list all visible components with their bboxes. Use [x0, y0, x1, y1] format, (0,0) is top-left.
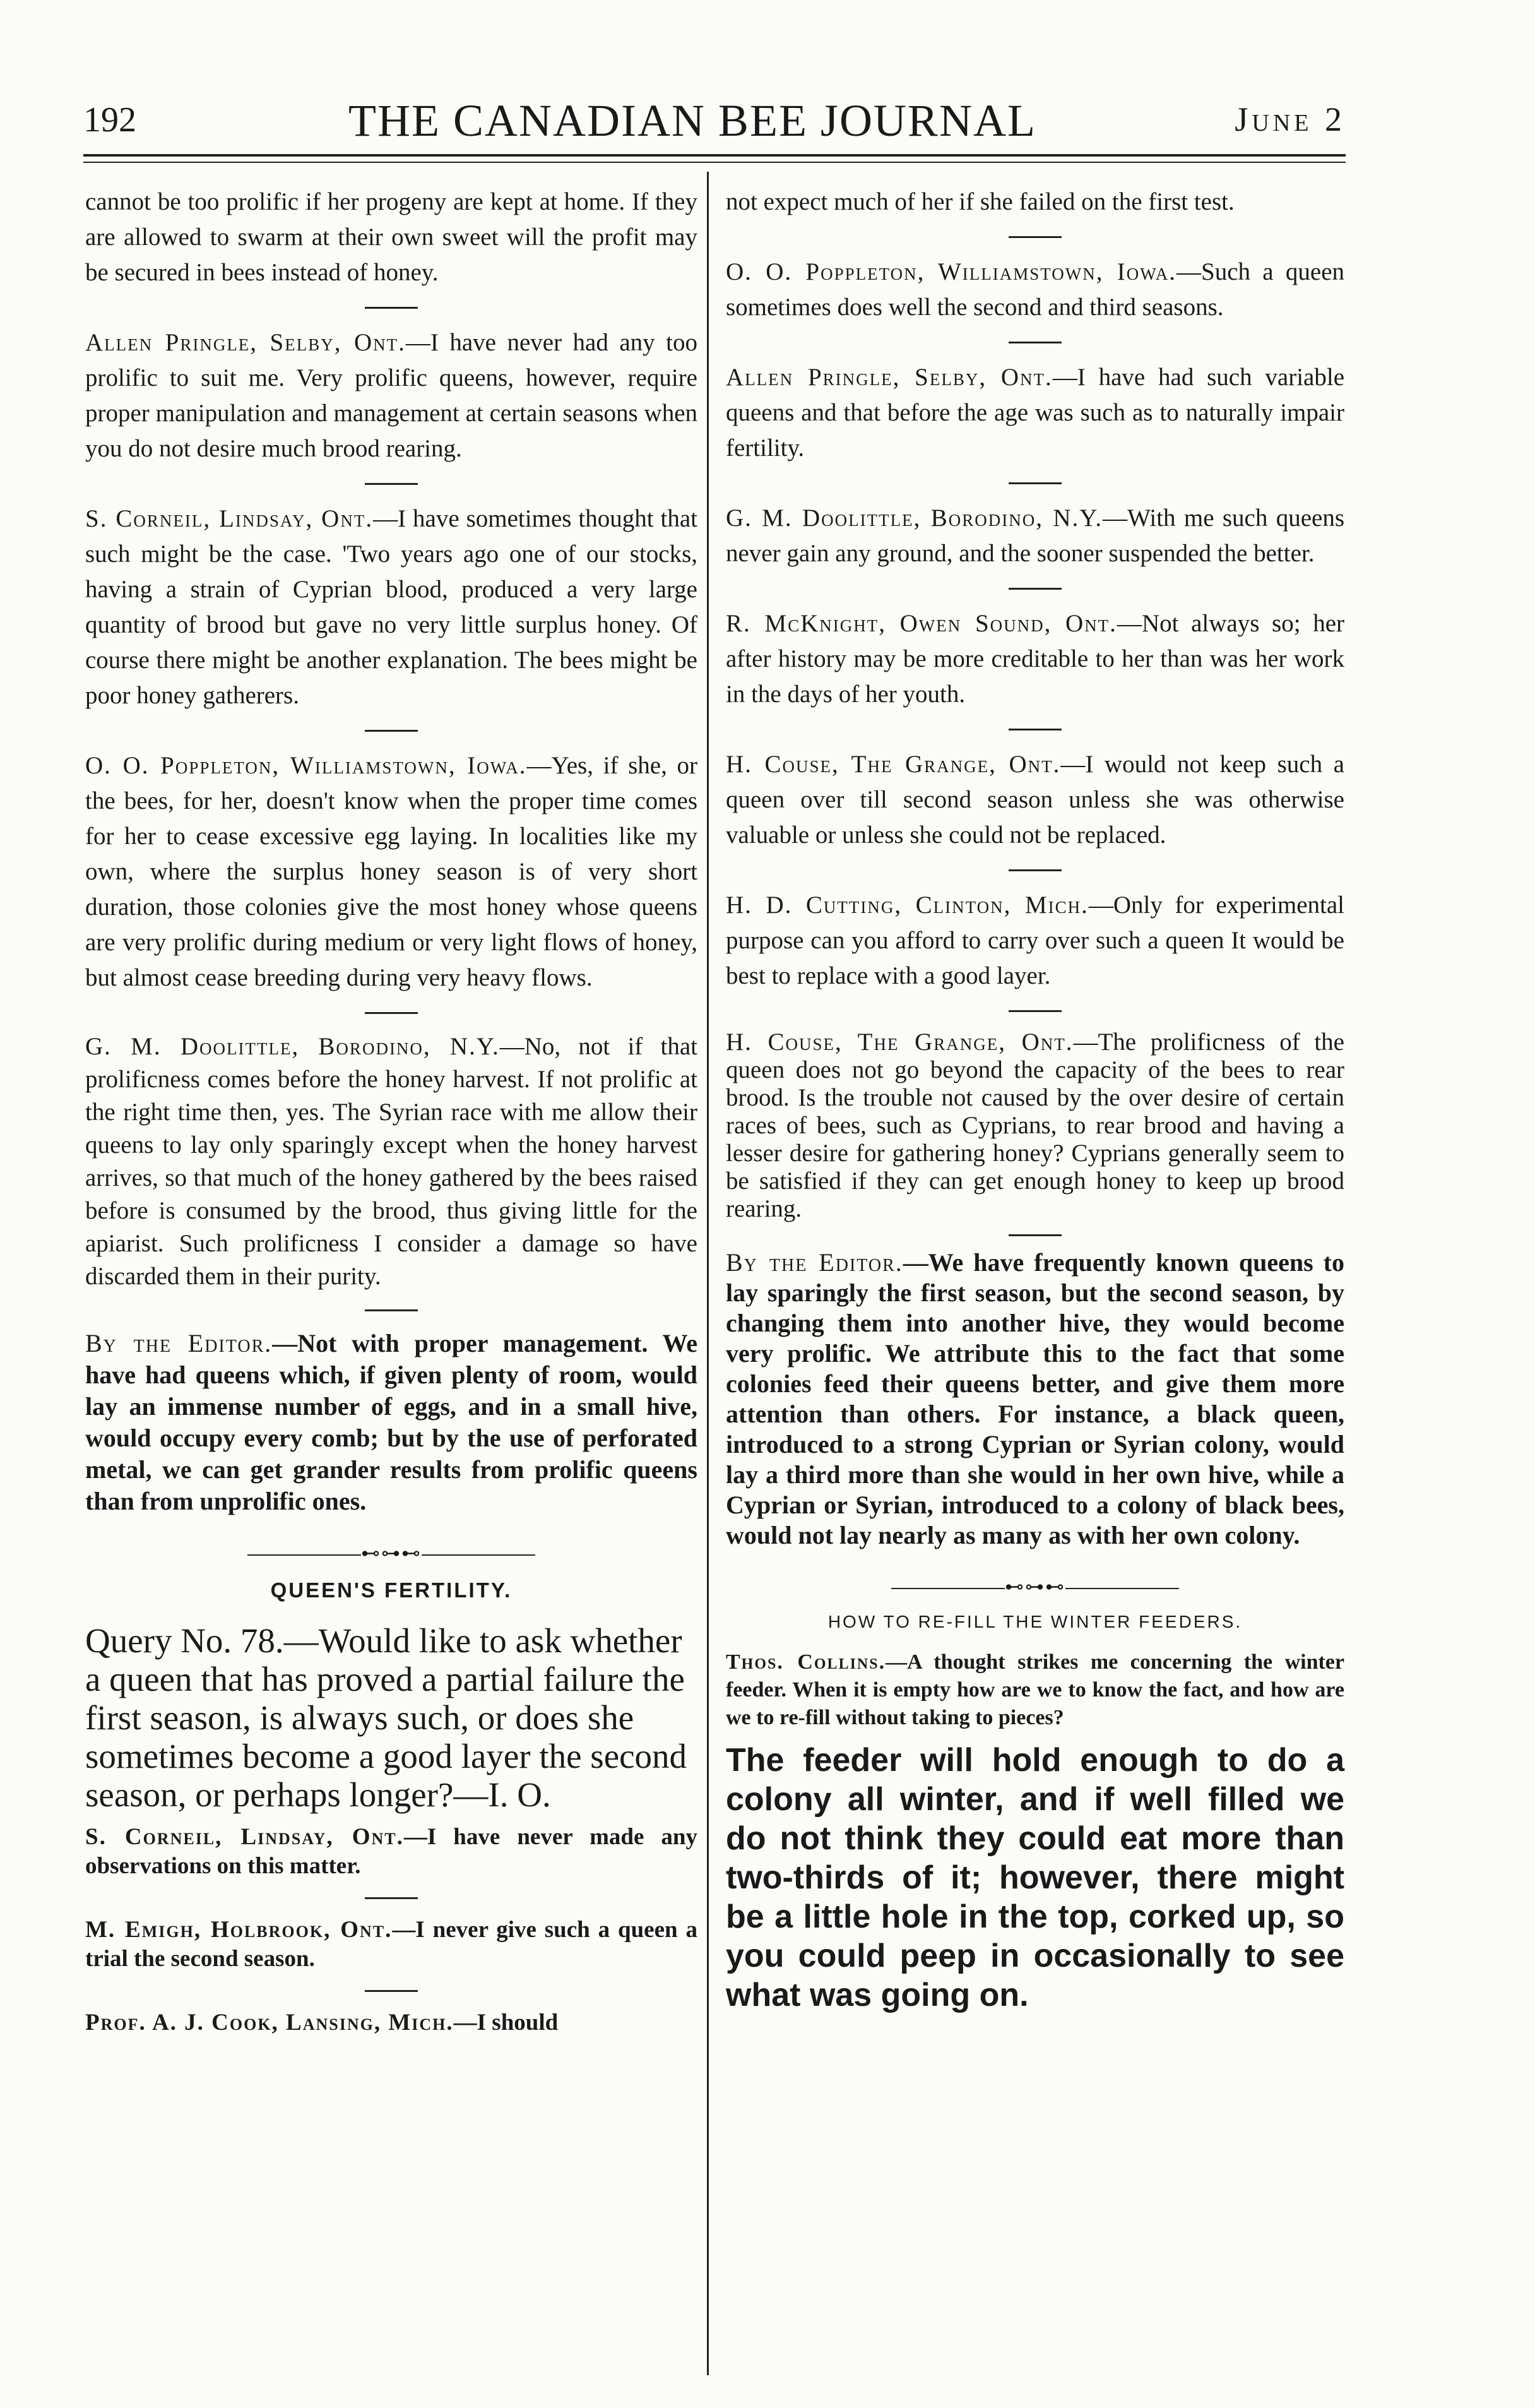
- author-name: M. Emigh, Holbrook, Ont.: [85, 1917, 393, 1943]
- author-name: By the Editor.: [726, 1248, 903, 1277]
- author-name: H. Couse, The Grange, Ont.: [726, 1028, 1074, 1056]
- paragraph: not expect much of her if she failed on the first test.: [726, 188, 1235, 215]
- column-divider: [707, 172, 709, 2375]
- reply-paragraph: [85, 748, 697, 996]
- answer-paragraph: The feeder will hold enough to do a colony all winter, and if well filled we do not think they could eat more than two-thirds of it; however, there might be a little hole in the top, corked up, so you could peep in occasionally to see what was going on.: [726, 1742, 1344, 2013]
- separator: [365, 1309, 418, 1311]
- reply-text: —I never give such a queen a trial the second season.: [85, 1917, 697, 1972]
- separator: [1009, 869, 1062, 871]
- author-name: R. McKnight, Owen Sound, Ont.: [726, 610, 1117, 637]
- section-heading: HOW TO RE-FILL THE WINTER FEEDERS.: [827, 1612, 1243, 1631]
- query-paragraph: Query No. 78.—Would like to ask whether a queen that has proved a partial failure the first season, is always such, or does she sometimes become a good layer the second season, or perhaps longer?—I. O.: [85, 1621, 687, 1814]
- reply-text: —I have never made any observations on this matter.: [85, 1824, 698, 1879]
- editor-reply: [726, 1248, 1344, 1551]
- separator: [365, 483, 418, 485]
- separator: [1009, 1234, 1062, 1236]
- author-name: G. M. Doolittle, Borodino, N.Y.: [85, 1033, 500, 1060]
- reply-text: —I have had such variable queens and that before the age was such as to naturally impair fertility.: [726, 364, 1345, 462]
- left-column: [85, 184, 697, 2037]
- separator: [1009, 342, 1062, 343]
- editor-reply: [85, 1328, 697, 1517]
- letter-paragraph: [726, 1648, 1344, 1732]
- separator: [365, 1012, 418, 1014]
- author-name: H. Couse, The Grange, Ont.: [726, 751, 1061, 778]
- reply-paragraph: [85, 1823, 697, 1881]
- reply-text: —Yes, if she, or the bees, for her, doesn't know when the proper time comes for her to cease excessive egg laying. In localities like my own, where the surplus honey season is of very short duration, those colonies give the most honey whose queens are very prolific during medium or very light flows of honey, but almost cease breeding during very heavy flows.: [85, 752, 698, 991]
- separator: [1009, 1010, 1062, 1012]
- author-name: Thos. Collins.: [726, 1650, 886, 1674]
- author-name: O. O. Poppleton, Williamstown, Iowa.: [726, 258, 1176, 285]
- ornamental-divider: [85, 1542, 697, 1565]
- page-header: [83, 95, 1346, 152]
- reply-paragraph: [726, 501, 1344, 571]
- reply-text: —Such a queen sometimes does well the second and third seasons.: [726, 258, 1345, 321]
- reply-text: —Not always so; her after history may be more creditable to her than was her work in the days of her youth.: [726, 610, 1345, 708]
- letter-text: —A thought strikes me concerning the winter feeder. When it is empty how are we to know the fact, and how are we to re-fill without taking to pieces?: [726, 1650, 1344, 1729]
- reply-text: —No, not if that prolificness comes before the honey harvest. If not prolific at the right time then, yes. The Syrian race with me allow their queens to lay only sparingly except when the honey harvest arrives, so that much of the honey gathered by: [85, 1033, 698, 1191]
- separator: [365, 730, 418, 732]
- ornamental-divider: [726, 1576, 1344, 1598]
- reply-text: —I would not keep such a queen over till second season unless she was otherwise valuable or unless she could not be replaced.: [726, 751, 1344, 849]
- reply-text: —The prolificness of the queen does not go beyond the capacity of the bees to rear brood. Is the trouble not caused by the over desire of certain races of bees, such as Cyprians, to rear brood and having a lesser desire for gathering honey? Cyprians generally seem to be satisfied if they can get enough honey to keep up brood rearing.: [726, 1028, 1344, 1222]
- separator: [1009, 729, 1062, 730]
- reply-text: —I should: [453, 2010, 559, 2035]
- author-name: Allen Pringle, Selby, Ont.: [85, 329, 406, 356]
- reply-text: —With me such queens never gain any ground, and the sooner suspended the better.: [726, 504, 1344, 567]
- reply-paragraph: [85, 2008, 697, 2037]
- journal-title: THE CANADIAN BEE JOURNAL: [348, 95, 1036, 146]
- author-name: S. Corneil, Lindsay, Ont.: [85, 1824, 404, 1850]
- author-name: By the Editor.: [85, 1329, 273, 1357]
- author-name: Allen Pringle, Selby, Ont.: [726, 364, 1053, 391]
- issue-date: June 2: [1235, 100, 1346, 138]
- reply-text: —I have never had any too prolific to suit me. Very prolific queens, however, require proper manipulation and management at certain seasons when you do not desire much brood rearing.: [85, 329, 697, 462]
- separator: [1009, 236, 1062, 238]
- reply-paragraph: [726, 254, 1344, 325]
- reply-paragraph: [85, 501, 697, 713]
- page-number: 192: [83, 100, 136, 140]
- ornament-glyph: ⊷⊶⊷: [361, 1543, 422, 1564]
- reply-text: —Only for experimental purpose can you afford to carry over such a queen It would be best to replace with a good layer.: [726, 891, 1344, 989]
- author-name: G. M. Doolittle, Borodino, N.Y.: [726, 504, 1103, 532]
- reply-paragraph: [726, 606, 1344, 712]
- section-heading: QUEEN'S FERTILITY.: [270, 1578, 513, 1602]
- reply-text-continued: the bees raised before is consumed by the brood, thus giving little for the apiarist. Such prolificness I consider a damage so have discarded them in their purity.: [85, 1164, 697, 1290]
- author-name: O. O. Poppleton, Williamstown, Iowa.: [85, 752, 527, 779]
- reply-paragraph: [726, 360, 1344, 466]
- reply-text: —We have frequently known queens to lay sparingly the first season, but the second season, by changing them into another hive, they would become very prolific. We attribute this to the fact that some colonies feed their queens better, and give them more attention than others. For instance, a black queen, introduced to a strong Cyprian or Syrian colony, would lay a third more than she would in her own hive, while a Cyprian or Syrian, introduced to a colony of black bees, would not lay nearly as many as with her own colony.: [726, 1248, 1344, 1549]
- reply-paragraph: [726, 1028, 1344, 1223]
- separator: [1009, 588, 1062, 590]
- reply-text: —I have sometimes thought that such might be the case. 'Two years ago one of our stocks, having a strain of Cyprian blood, produced a very large quantity of brood but gave no very little surplus honey. Of course there might be another explanation. The bees might be poor honey gatherers.: [85, 505, 698, 709]
- reply-paragraph: [85, 325, 697, 467]
- separator: [365, 1897, 418, 1899]
- reply-text: —Not with proper management. We have had queens which, if given plenty of room, would lay an immense number of eggs, and in a small hive, would occupy every comb; but by the use of perforated metal, we can get grander results from prolific queens than from unprolific ones.: [85, 1329, 697, 1515]
- reply-paragraph: [726, 747, 1344, 853]
- paragraph: cannot be too prolific if her progeny are kept at home. If they are allowed to swarm at their own sweet will the profit may be secured in bees instead of honey.: [85, 188, 697, 286]
- author-name: Prof. A. J. Cook, Lansing, Mich.: [85, 2010, 454, 2035]
- separator: [1009, 482, 1062, 484]
- ornament-glyph: ⊷⊶⊷: [1005, 1577, 1065, 1597]
- reply-paragraph: [85, 1030, 697, 1293]
- header-rule-thin: [83, 162, 1346, 163]
- reply-paragraph: [726, 888, 1344, 994]
- separator: [365, 1990, 418, 1992]
- right-column: [726, 184, 1344, 2015]
- separator: [365, 307, 418, 309]
- reply-paragraph: [85, 1916, 697, 1974]
- header-rule-thick: [83, 154, 1346, 157]
- author-name: S. Corneil, Lindsay, Ont.: [85, 505, 374, 532]
- author-name: H. D. Cutting, Clinton, Mich.: [726, 891, 1089, 919]
